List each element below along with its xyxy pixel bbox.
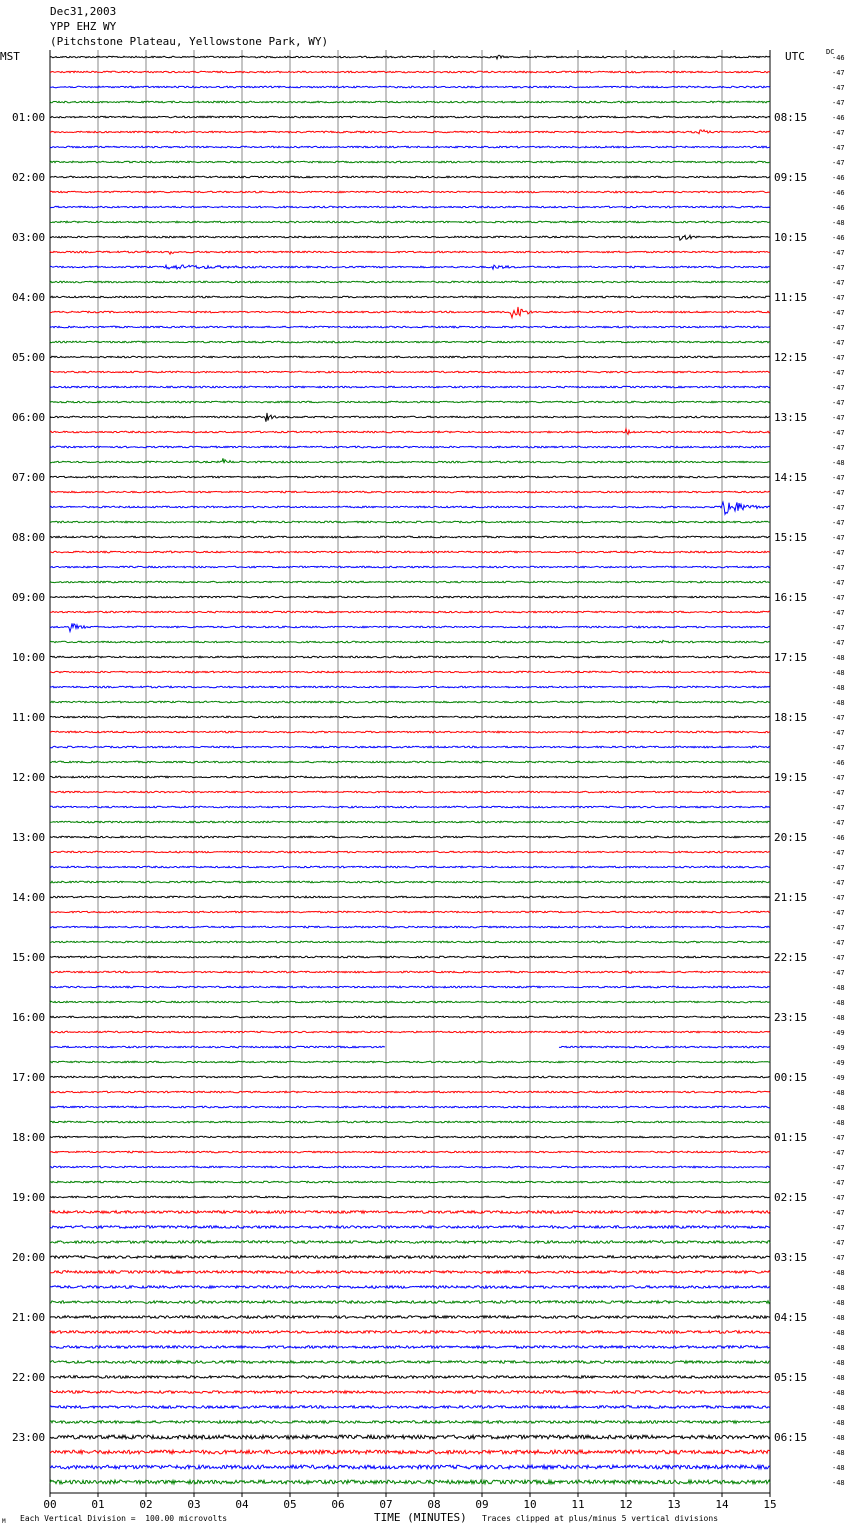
dc-offset-label: -47 — [832, 399, 845, 407]
dc-offset-label: -47 — [832, 864, 845, 872]
dc-offset-label: -47 — [832, 849, 845, 857]
dc-offset-label: -47 — [832, 729, 845, 737]
dc-offset-label: -46 — [832, 834, 845, 842]
seismic-trace — [50, 623, 770, 631]
x-tick-label: 04 — [235, 1498, 249, 1511]
seismic-trace — [50, 686, 770, 688]
dc-offset-label: -48 — [832, 1374, 845, 1382]
seismic-trace — [50, 55, 770, 59]
vertical-scale-note: Each Vertical Division = 100.00 microvolts — [20, 1514, 228, 1523]
seismic-trace — [50, 296, 770, 298]
dc-offset-label: -49 — [832, 1044, 845, 1052]
seismic-trace — [50, 1091, 770, 1093]
x-tick-label: 02 — [139, 1498, 153, 1511]
dc-offset-label: -48 — [832, 459, 845, 467]
seismic-trace — [50, 776, 770, 778]
seismic-trace — [50, 896, 770, 898]
dc-offset-label: -48 — [832, 1329, 845, 1337]
seismic-trace — [50, 386, 770, 388]
seismic-trace — [50, 761, 770, 763]
mst-hour-label: 23:00 — [12, 1431, 46, 1444]
dc-offset-label: -48 — [832, 1299, 845, 1307]
seismic-trace — [50, 866, 770, 868]
dc-offset-label: -47 — [832, 969, 845, 977]
dc-offset-label: -47 — [832, 1254, 845, 1262]
seismic-trace — [50, 130, 770, 134]
dc-offset-label: -47 — [832, 69, 845, 77]
utc-hour-label: 05:15 — [774, 1371, 808, 1384]
dc-offset-label: -47 — [832, 774, 845, 782]
mst-hour-label: 06:00 — [12, 411, 46, 424]
dc-offset-label: -47 — [832, 1194, 845, 1202]
dc-offset-label: -46 — [832, 204, 845, 212]
x-tick-label: 08 — [427, 1498, 441, 1511]
seismic-trace — [50, 1256, 770, 1259]
dc-offset-label: -47 — [832, 579, 845, 587]
dc-offset-label: -49 — [832, 1074, 845, 1082]
seismic-trace — [50, 86, 770, 88]
utc-hour-label: 19:15 — [774, 771, 808, 784]
mst-hour-label: 10:00 — [12, 651, 46, 664]
seismic-trace — [50, 941, 770, 943]
seismic-trace — [50, 1106, 770, 1108]
seismic-trace — [50, 326, 770, 328]
dc-offset-label: -47 — [832, 1209, 845, 1217]
dc-offset-label: -46 — [832, 54, 845, 62]
mst-hour-label: 17:00 — [12, 1071, 46, 1084]
seismic-trace — [50, 1151, 770, 1153]
seismic-trace — [50, 1226, 770, 1229]
mst-hour-label: 18:00 — [12, 1131, 46, 1144]
seismic-trace — [50, 1031, 770, 1033]
seismic-trace — [50, 836, 770, 838]
dc-offset-label: -47 — [832, 279, 845, 287]
x-tick-label: 10 — [523, 1498, 537, 1511]
seismic-trace — [50, 581, 770, 583]
seismic-trace — [50, 1465, 770, 1469]
seismic-trace — [50, 806, 770, 808]
dc-offset-label: -47 — [832, 924, 845, 932]
mst-hour-label: 21:00 — [12, 1311, 46, 1324]
seismic-trace — [50, 476, 770, 478]
seismic-trace — [50, 206, 770, 208]
dc-offset-label: -47 — [832, 1134, 845, 1142]
x-tick-label: 11 — [571, 1498, 585, 1511]
dc-offset-label: -47 — [832, 264, 845, 272]
dc-offset-label: -47 — [832, 444, 845, 452]
seismic-trace — [50, 502, 770, 514]
seismic-trace — [50, 1391, 770, 1394]
seismic-trace — [50, 1480, 770, 1484]
seismic-trace — [50, 716, 770, 718]
dc-offset-label: -47 — [832, 129, 845, 137]
seismic-trace — [50, 1121, 770, 1123]
plot-date: Dec31,2003 — [50, 5, 117, 18]
utc-hour-label: 00:15 — [774, 1071, 808, 1084]
dc-offset-label: -48 — [832, 999, 845, 1007]
seismic-trace — [50, 1406, 770, 1409]
dc-offset-label: -47 — [832, 789, 845, 797]
seismic-trace — [50, 611, 770, 613]
station-code: YPP EHZ WY — [50, 20, 117, 33]
dc-offset-label: -47 — [832, 159, 845, 167]
dc-offset-label: -48 — [832, 1314, 845, 1322]
dc-offset-label: -47 — [832, 309, 845, 317]
mst-hour-label: 16:00 — [12, 1011, 46, 1024]
seismic-trace — [50, 1001, 770, 1003]
dc-offset-label: -47 — [832, 249, 845, 257]
dc-offset-label: -47 — [832, 429, 845, 437]
dc-offset-label: -47 — [832, 84, 845, 92]
mst-hour-label: 01:00 — [12, 111, 46, 124]
mst-hour-label: 09:00 — [12, 591, 46, 604]
dc-offset-label: -48 — [832, 699, 845, 707]
dc-offset-label: -47 — [832, 1164, 845, 1172]
dc-offset-label: -48 — [832, 1449, 845, 1457]
dc-offset-label: -48 — [832, 1119, 845, 1127]
utc-hour-label: 01:15 — [774, 1131, 808, 1144]
seismic-trace — [50, 1376, 770, 1379]
seismic-trace — [50, 971, 770, 973]
seismic-trace — [50, 881, 770, 883]
seismic-trace — [50, 791, 770, 793]
dc-offset-label: -47 — [832, 369, 845, 377]
dc-offset-label: -47 — [832, 1149, 845, 1157]
seismic-trace — [50, 281, 770, 283]
seismic-trace — [50, 1046, 770, 1048]
dc-offset-label: -47 — [832, 909, 845, 917]
dc-offset-label: -48 — [832, 984, 845, 992]
dc-offset-label: -46 — [832, 189, 845, 197]
utc-hour-label: 16:15 — [774, 591, 808, 604]
dc-offset-label: -47 — [832, 1239, 845, 1247]
seismic-trace — [50, 851, 770, 853]
utc-hour-label: 18:15 — [774, 711, 808, 724]
seismic-trace — [50, 1331, 770, 1334]
mst-hour-label: 02:00 — [12, 171, 46, 184]
dc-offset-label: -48 — [832, 1479, 845, 1487]
x-tick-label: 15 — [763, 1498, 777, 1511]
mst-hour-label: 20:00 — [12, 1251, 46, 1264]
seismic-trace — [50, 235, 770, 240]
mst-hour-label: 13:00 — [12, 831, 46, 844]
utc-hour-label: 10:15 — [774, 231, 808, 244]
header — [50, 4, 328, 49]
dc-offset-label: -47 — [832, 519, 845, 527]
seismic-trace — [50, 176, 770, 178]
dc-offset-label: -47 — [832, 639, 845, 647]
seismic-trace — [50, 1450, 770, 1454]
seismic-trace — [50, 191, 770, 193]
clip-note: Traces clipped at plus/minus 5 vertical divisions — [482, 1514, 719, 1523]
mst-hour-label: 15:00 — [12, 951, 46, 964]
dc-offset-label: -47 — [832, 744, 845, 752]
dc-offset-label: -47 — [832, 414, 845, 422]
corner-mark: M — [2, 1518, 6, 1525]
dc-offset-label: -47 — [832, 954, 845, 962]
mst-hour-label: 08:00 — [12, 531, 46, 544]
dc-offset-label: -47 — [832, 879, 845, 887]
dc-offset-label: -48 — [832, 1464, 845, 1472]
utc-hour-label: 13:15 — [774, 411, 808, 424]
seismic-trace — [50, 1346, 770, 1349]
dc-offset-label: -48 — [832, 1359, 845, 1367]
dc-offset-label: -47 — [832, 534, 845, 542]
utc-hour-label: 04:15 — [774, 1311, 808, 1324]
utc-hour-label: 02:15 — [774, 1191, 808, 1204]
dc-offset-label: -47 — [832, 549, 845, 557]
utc-hour-label: 21:15 — [774, 891, 808, 904]
dc-offset-label: -47 — [832, 489, 845, 497]
dc-offset-label: -48 — [832, 684, 845, 692]
dc-offset-label: -48 — [832, 654, 845, 662]
seismic-trace — [50, 71, 770, 73]
dc-offset-label: -47 — [832, 939, 845, 947]
dc-offset-label: -48 — [832, 219, 845, 227]
mst-hour-label: 03:00 — [12, 231, 46, 244]
seismic-trace — [50, 413, 770, 422]
seismic-trace — [50, 371, 770, 373]
seismic-trace — [50, 116, 770, 118]
seismic-trace — [50, 731, 770, 733]
dc-offset-label: -47 — [832, 144, 845, 152]
dc-offset-label: -47 — [832, 324, 845, 332]
seismic-trace — [50, 101, 770, 103]
dc-offset-label: -47 — [832, 894, 845, 902]
utc-hour-label: 20:15 — [774, 831, 808, 844]
dc-offset-label: -47 — [832, 594, 845, 602]
seismic-trace — [50, 265, 770, 269]
x-tick-label: 01 — [91, 1498, 105, 1511]
seismic-trace — [50, 356, 770, 358]
utc-hour-label: 12:15 — [774, 351, 808, 364]
seismic-trace — [50, 429, 770, 435]
seismic-trace — [50, 656, 770, 658]
dc-offset-label: -48 — [832, 1284, 845, 1292]
seismic-trace — [50, 1361, 770, 1364]
seismic-trace — [50, 1211, 770, 1214]
seismic-trace — [50, 596, 770, 598]
dc-offset-label: -48 — [832, 1269, 845, 1277]
seismic-trace — [50, 1061, 770, 1063]
seismic-trace — [50, 521, 770, 523]
seismic-trace — [50, 926, 770, 928]
seismic-trace — [50, 911, 770, 913]
mst-hour-label: 19:00 — [12, 1191, 46, 1204]
dc-offset-label: -47 — [832, 564, 845, 572]
seismic-trace — [50, 221, 770, 223]
left-timezone-label: MST — [0, 50, 20, 63]
seismic-trace — [50, 701, 770, 703]
dc-offset-header: DC — [826, 48, 835, 56]
dc-offset-label: -47 — [832, 504, 845, 512]
utc-hour-label: 03:15 — [774, 1251, 808, 1264]
seismic-trace — [50, 986, 770, 988]
dc-offset-label: -48 — [832, 669, 845, 677]
seismic-trace — [50, 1421, 770, 1424]
seismic-trace — [50, 956, 770, 958]
utc-hour-label: 06:15 — [774, 1431, 808, 1444]
seismic-trace — [50, 1196, 770, 1198]
seismic-trace — [50, 1016, 770, 1018]
seismic-trace — [50, 746, 770, 748]
dc-offset-label: -47 — [832, 804, 845, 812]
seismic-trace — [50, 1316, 770, 1319]
seismic-trace — [50, 671, 770, 673]
seismic-trace — [50, 1166, 770, 1168]
utc-hour-label: 15:15 — [774, 531, 808, 544]
dc-offset-label: -48 — [832, 1104, 845, 1112]
seismic-trace — [50, 1435, 770, 1439]
utc-hour-label: 17:15 — [774, 651, 808, 664]
dc-offset-label: -47 — [832, 1179, 845, 1187]
dc-offset-label: -48 — [832, 1404, 845, 1412]
seismic-trace — [50, 146, 770, 148]
utc-hour-label: 11:15 — [774, 291, 808, 304]
x-tick-label: 09 — [475, 1498, 489, 1511]
seismic-trace — [50, 1241, 770, 1244]
seismic-trace — [50, 1301, 770, 1304]
seismic-trace — [50, 491, 770, 493]
x-tick-label: 06 — [331, 1498, 345, 1511]
x-tick-label: 14 — [715, 1498, 729, 1511]
seismic-trace — [50, 551, 770, 553]
x-tick-label: 07 — [379, 1498, 393, 1511]
dc-offset-label: -47 — [832, 624, 845, 632]
dc-offset-label: -47 — [832, 339, 845, 347]
mst-hour-label: 22:00 — [12, 1371, 46, 1384]
seismic-trace — [50, 307, 770, 318]
dc-offset-label: -47 — [832, 294, 845, 302]
dc-offset-label: -49 — [832, 1029, 845, 1037]
seismic-trace — [50, 566, 770, 568]
dc-offset-label: -48 — [832, 1014, 845, 1022]
utc-hour-label: 09:15 — [774, 171, 808, 184]
dc-offset-label: -47 — [832, 354, 845, 362]
station-location: (Pitchstone Plateau, Yellowstone Park, WY) — [50, 35, 329, 48]
dc-offset-label: -47 — [832, 714, 845, 722]
dc-offset-label: -47 — [832, 819, 845, 827]
x-tick-label: 13 — [667, 1498, 681, 1511]
seismic-trace — [50, 1136, 770, 1138]
seismic-trace — [50, 1286, 770, 1289]
dc-offset-label: -48 — [832, 1434, 845, 1442]
dc-offset-label: -47 — [832, 609, 845, 617]
seismic-trace — [50, 161, 770, 163]
right-timezone-label: UTC — [785, 50, 805, 63]
seismic-trace — [50, 536, 770, 538]
dc-offset-label: -46 — [832, 234, 845, 242]
seismic-trace — [50, 446, 770, 448]
seismic-trace — [50, 1076, 770, 1078]
mst-hour-label: 04:00 — [12, 291, 46, 304]
seismic-trace — [50, 251, 770, 254]
mst-hour-label: 12:00 — [12, 771, 46, 784]
dc-offset-label: -46 — [832, 759, 845, 767]
mst-hour-label: 07:00 — [12, 471, 46, 484]
seismic-trace — [50, 401, 770, 403]
x-tick-label: 05 — [283, 1498, 297, 1511]
dc-offset-label: -47 — [832, 474, 845, 482]
seismic-trace — [50, 1181, 770, 1183]
seismic-trace — [50, 640, 770, 642]
utc-hour-label: 08:15 — [774, 111, 808, 124]
dc-offset-label: -46 — [832, 174, 845, 182]
seismic-trace — [50, 1271, 770, 1274]
utc-hour-label: 23:15 — [774, 1011, 808, 1024]
seismic-trace — [50, 458, 770, 463]
dc-offset-label: -46 — [832, 114, 845, 122]
mst-hour-label: 14:00 — [12, 891, 46, 904]
x-axis-title: TIME (MINUTES) — [374, 1511, 467, 1524]
dc-offset-label: -48 — [832, 1419, 845, 1427]
dc-offset-label: -47 — [832, 384, 845, 392]
dc-offset-label: -47 — [832, 99, 845, 107]
seismic-trace — [50, 341, 770, 343]
dc-offset-label: -48 — [832, 1089, 845, 1097]
x-tick-label: 12 — [619, 1498, 633, 1511]
mst-hour-label: 11:00 — [12, 711, 46, 724]
dc-offset-label: -47 — [832, 1224, 845, 1232]
utc-hour-label: 22:15 — [774, 951, 808, 964]
x-tick-label: 03 — [187, 1498, 201, 1511]
dc-offset-label: -49 — [832, 1059, 845, 1067]
x-tick-label: 00 — [43, 1498, 57, 1511]
utc-hour-label: 14:15 — [774, 471, 808, 484]
mst-hour-label: 05:00 — [12, 351, 46, 364]
dc-offset-label: -48 — [832, 1344, 845, 1352]
seismic-trace — [50, 821, 770, 823]
dc-offset-label: -48 — [832, 1389, 845, 1397]
